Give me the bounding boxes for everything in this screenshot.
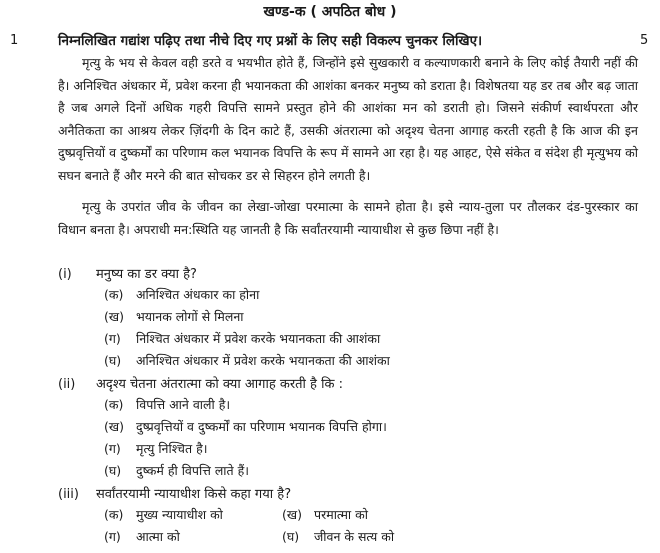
option-text: अनिश्चित अंधकार का होना <box>136 287 260 302</box>
option-label: (ख) <box>104 419 124 434</box>
option-text: दुष्प्रवृत्तियों व दुष्कर्मों का परिणाम भयानक विपत्ति होगा। <box>136 419 387 434</box>
question-text: मनुष्य का डर क्या है? <box>96 267 197 282</box>
option-text: जीवन के सत्य को <box>314 529 395 544</box>
option-label: (क) <box>104 287 124 302</box>
option-3-ga[interactable] <box>104 528 180 545</box>
option-label: (घ) <box>282 529 300 544</box>
option-1-ka[interactable] <box>104 286 259 303</box>
option-label: (ग) <box>104 331 121 346</box>
option-2-gha[interactable] <box>104 462 249 479</box>
option-3-kha[interactable] <box>282 506 368 523</box>
option-1-ga[interactable] <box>104 330 380 347</box>
option-label: (ख) <box>104 309 124 324</box>
option-label: (ग) <box>104 529 121 544</box>
option-2-kha[interactable] <box>104 418 387 435</box>
question-text: सर्वांतरयामी न्यायाधीश किसे कहा गया है? <box>96 487 292 502</box>
question-3 <box>58 484 291 502</box>
marks: 5 <box>640 33 649 48</box>
option-text: मृत्यु निश्चित है। <box>136 441 208 456</box>
passage-paragraph-1: मृत्यु के भय से केवल वही डरते व भयभीत होते हैं, जिन्होंने इसे सुखकारी व कल्याणकारी बनाने के लिए कोई तैयारी नहीं की है। अनिश्चित अंधकार में, प्रवेश करना ही भयानकता की आशंका बनकर मनुष्य को डराता है। विशेषतया यह डर तब और बढ़ जाता है जब अगले दिनों अधिक गहरी विपत्ति सामने प्रस्तुत होने की आशंका मन को डराती हो। जिसने संकीर्ण स्वार्थपरता और अनैतिकता का आश्रय लेकर ज़िंदगी के दिन काटे हैं, उसकी अंतरात्मा को अदृश्य चेतना आगाह करती रहती है कि आज की इन दुष्प्रवृत्तियों व दुष्कर्मों का परिणाम कल भयानक विपत्ति के रूप में सामने आ रहा है। यह आहट, ऐसे संकेत व संदेश ही मृत्युभय को सघन बनाते हैं और मरने की बात सोचकर डर से सिहरन होने लगती है। <box>58 55 638 183</box>
question-number-ii: (ii) <box>58 377 76 392</box>
question-number: 1 <box>10 33 19 48</box>
option-1-kha[interactable] <box>104 308 244 325</box>
question-text: अदृश्य चेतना अंतरात्मा को क्या आगाह करती है कि : <box>96 377 343 392</box>
passage-paragraph-2: मृत्यु के उपरांत जीव के जीवन का लेखा-जोखा परमात्मा के सामने होता है। इसे न्याय-तुला पर तौलकर दंड-पुरस्कार का विधान बनता है। अपराधी मन:स्थिति यह जानती है कि सर्वांतरयामी न्यायाधीश से कुछ छिपा नहीं है। <box>58 199 638 237</box>
option-text: अनिश्चित अंधकार में प्रवेश करके भयानकता की आशंका <box>136 353 390 368</box>
option-1-gha[interactable] <box>104 352 390 369</box>
option-label: (ग) <box>104 441 121 456</box>
question-1 <box>58 264 197 282</box>
option-text: आत्मा को <box>136 529 180 544</box>
question-number-iii: (iii) <box>58 487 79 502</box>
option-label: (घ) <box>104 463 122 478</box>
option-text: भयानक लोगों से मिलना <box>136 309 244 324</box>
option-3-ka[interactable] <box>104 506 223 523</box>
instruction: निम्नलिखित गद्यांश पढ़िए तथा नीचे दिए गए प्रश्नों के लिए सही विकल्प चुनकर लिखिए। <box>58 33 483 49</box>
question-2 <box>58 374 343 392</box>
option-text: परमात्मा को <box>314 507 368 522</box>
option-2-ga[interactable] <box>104 440 207 457</box>
option-3-gha[interactable] <box>282 528 394 545</box>
option-2-ka[interactable] <box>104 396 230 413</box>
section-title: खण्ड-क ( अपठित बोध ) <box>263 4 397 20</box>
question-number-i: (i) <box>58 267 72 282</box>
option-text: विपत्ति आने वाली है। <box>136 397 231 412</box>
option-label: (ख) <box>282 507 302 522</box>
option-text: मुख्य न्यायाधीश को <box>136 507 223 522</box>
option-label: (क) <box>104 397 124 412</box>
option-text: निश्चित अंधकार में प्रवेश करके भयानकता की आशंका <box>136 331 381 346</box>
option-label: (क) <box>104 507 124 522</box>
option-label: (घ) <box>104 353 122 368</box>
option-text: दुष्कर्म ही विपत्ति लाते हैं। <box>136 463 250 478</box>
